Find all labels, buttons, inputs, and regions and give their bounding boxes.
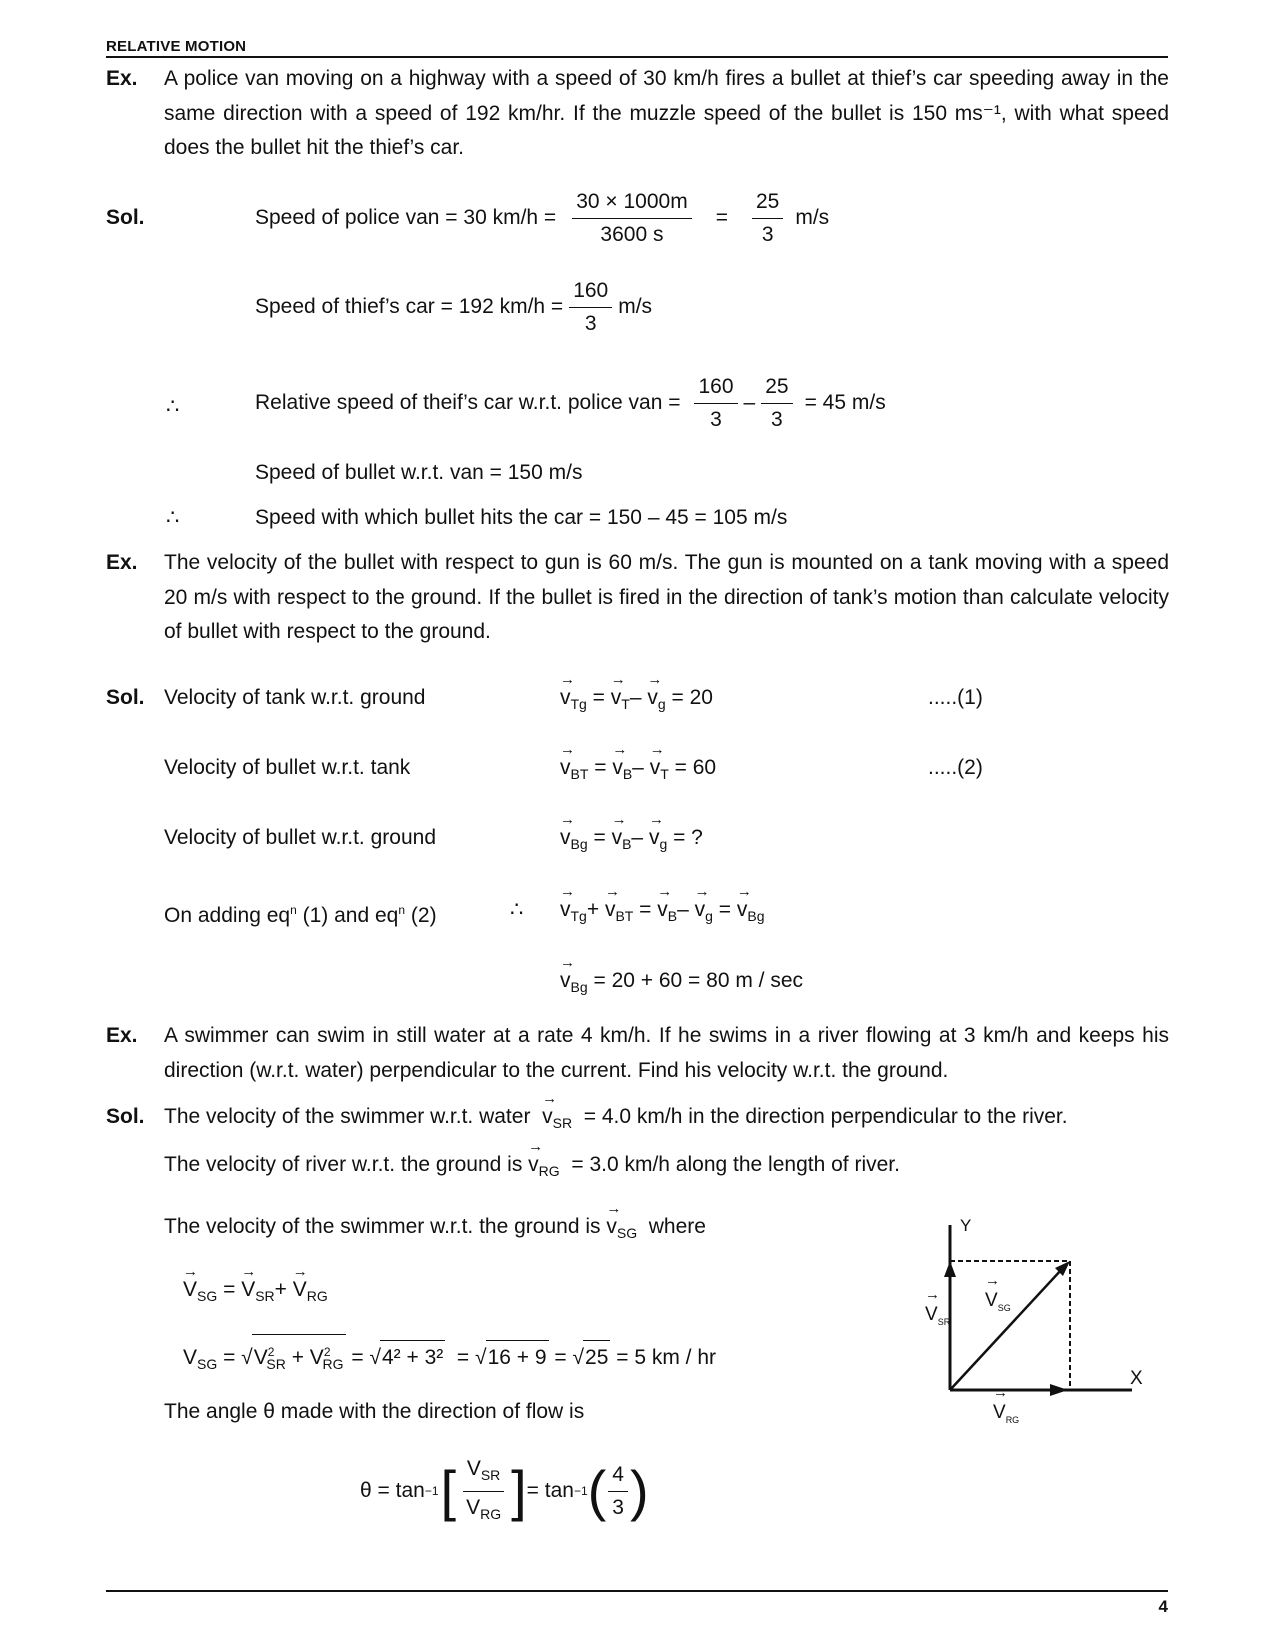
therefore-icon: ∴ [166,395,180,418]
v-sg-label: → $V_{SG}$ [985,1290,1011,1313]
page-number: 4 [1158,1597,1168,1616]
sol3-line2: The velocity of river w.r.t. the ground is → $v_{RG} = 3.0$ km/h along the length of river. [164,1148,900,1188]
example3-question: A swimmer can swim in still water at a rate 4 km/h. If he swims in a river flowing at 3 km/h and keeps his direction (w.r.t. water) perpendicular to the current. Find his velocity w.r.t. the ground. [164,1024,1169,1082]
fraction: $\frac{25}{3}$ [752,189,783,248]
ex-label: Ex. [106,67,138,90]
adding-label: On adding $eq^n$ (1) and $eq^n$ (2) [164,903,437,927]
fraction: $\frac{4}{3}$ [608,1462,628,1521]
footer-rule [106,1590,1168,1592]
v-rg-label: → $V_{RG}$ [993,1402,1019,1425]
ex-label: Ex. [106,551,138,574]
ex1-line1: Speed of police van = 30 km/h = $\frac{30 \times 1000m}{3600 s}$ = $\frac{25}{3}$ m/s [255,189,830,246]
equation-final: → $v_{Bg} = 20 + 60 = 80$ m / sec [560,964,803,1004]
example1-question: A police van moving on a highway with a speed of 30 km/h fires a bullet at thief’s car speeding away in the same direction with a speed of 192 km/hr. If the muzzle speed of the bullet is 150 ms⁻¹, with what speed does the bullet hit the thief’s car. [164,67,1169,159]
therefore-icon: ∴ [510,898,524,921]
equation-tag: .....(1) [928,686,983,709]
sol-label: Sol. [106,686,145,709]
therefore-icon: ∴ [166,506,180,529]
header-rule [106,56,1168,58]
equation-3: → $v_{Bg}$ = → $v_B- \to v_g$ = ? [560,821,703,861]
vector-sum-equation: → $V_{SG}$ = → $V_{SR}+ \to V_{RG}$ [183,1273,328,1313]
equation-tag: .....(2) [928,756,983,779]
x-axis-label: X [1130,1368,1143,1389]
fraction: $\frac{25}{3}$ [761,374,792,433]
angle-equation: θ = tan −1 [ $\frac{V_{SR}}{V_{RG}}$ ] = tan −1 ( $\frac{4}{3}$ ) [360,1455,649,1527]
row-label: Velocity of bullet w.r.t. ground [164,826,436,849]
fraction: $\frac{160}{3}$ [694,374,737,433]
header-title: RELATIVE MOTION [106,38,247,55]
ex1-line3: Relative speed of theif’s car w.r.t. police van = $\frac{160}{3}$ – $\frac{25}{3}$ = 45 m/s [255,374,886,431]
fraction: $\frac{30 \times 1000m}{3600 s}$ [572,189,692,248]
sol-label: Sol. [106,206,145,229]
sol-label: Sol. [106,1105,145,1128]
example2-question: The velocity of the bullet with respect to gun is 60 m/s. The gun is mounted on a tank moving with a speed 20 m/s with respect to the ground. If the bullet is fired in the direction of tank’s motion than calculate velocity of bullet with respect to the ground. [164,551,1169,643]
y-axis-label: Y [960,1216,972,1235]
row-label: Velocity of bullet w.r.t. tank [164,756,411,779]
equation-2: → $v_{BT}$ = → $v_B- \to v_T = 60$ [560,751,716,791]
angle-text: The angle θ made with the direction of flow is [164,1400,585,1423]
fraction: $\frac{160}{3}$ [569,278,612,337]
equation-1: → $v_{Tg}$ = → $v_T- \to v_g = 20$ [560,681,713,721]
magnitude-equation: $V_{SG} = √V^2_{SR} + V^2_{RG} = √4^2 + 3^2 = √16 + 9 = √25 = 5$ km / hr [183,1334,716,1381]
ex1-line5: Speed with which bullet hits the car = 150 – 45 = 105 m/s [255,506,788,529]
equation-sum: → $v_{Tg}+ \to v_{BT}$ = → $v_B- \to v_g$ = → $v_{Bg}$ [560,893,765,933]
v-sr-label: → $V_{SR}$ [925,1304,950,1327]
ex-label: Ex. [106,1024,138,1047]
ex1-line4: Speed of bullet w.r.t. van = 150 m/s [255,461,583,484]
sol3-line1: The velocity of the swimmer w.r.t. water → $v_{SR} = 4.0$ km/h in the direction perpendicular to the river. [164,1100,1068,1140]
sol3-line3: The velocity of the swimmer w.r.t. the ground is → $v_{SG}$ where [164,1210,706,1250]
row-label: Velocity of tank w.r.t. ground [164,686,426,709]
ex1-line2: Speed of thief’s car = 192 km/h = $\frac{160}{3}$ m/s [255,278,653,335]
fraction: $\frac{V_{SR}}{V_{RG}}$ [462,1456,505,1527]
